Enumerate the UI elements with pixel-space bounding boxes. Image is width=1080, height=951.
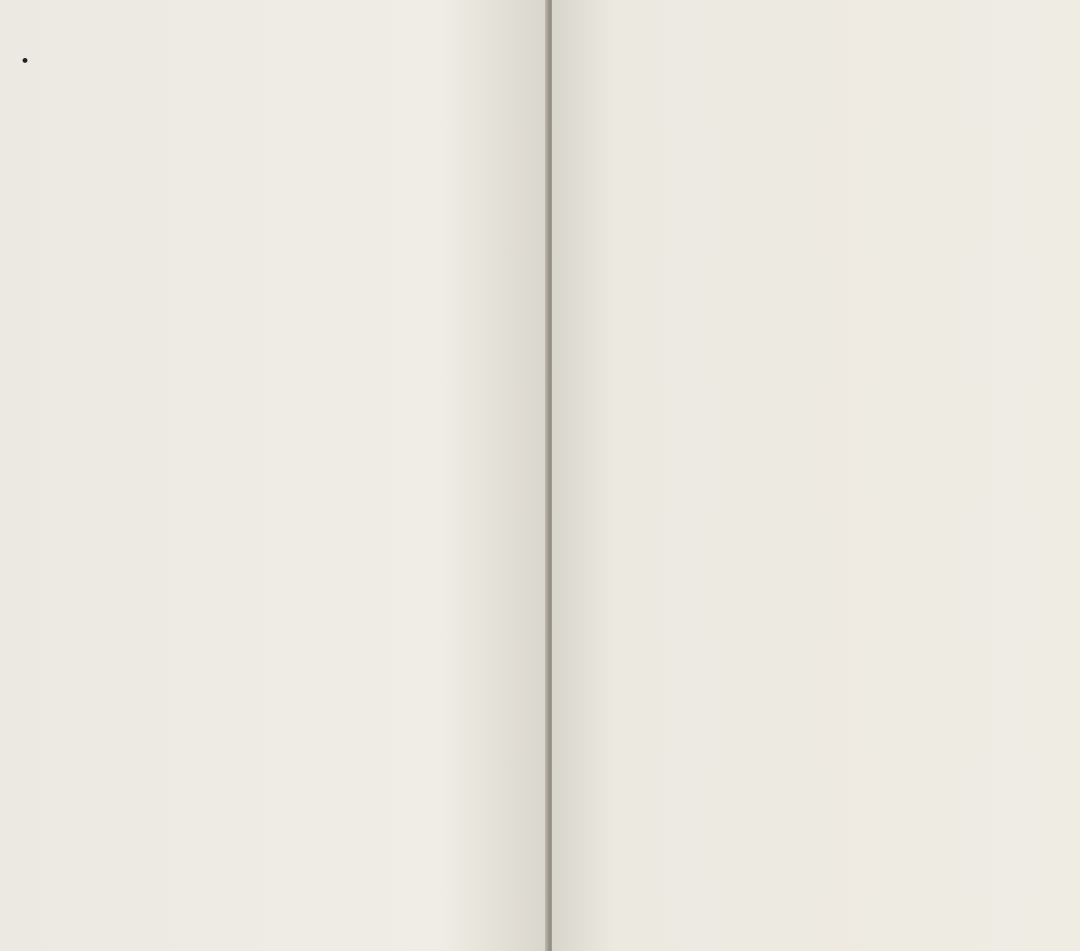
hieroglyph-table [588, 81, 999, 792]
bullet-icon: • [20, 52, 31, 72]
hieroglyph-table-grid [588, 81, 999, 792]
running-head [20, 52, 38, 72]
